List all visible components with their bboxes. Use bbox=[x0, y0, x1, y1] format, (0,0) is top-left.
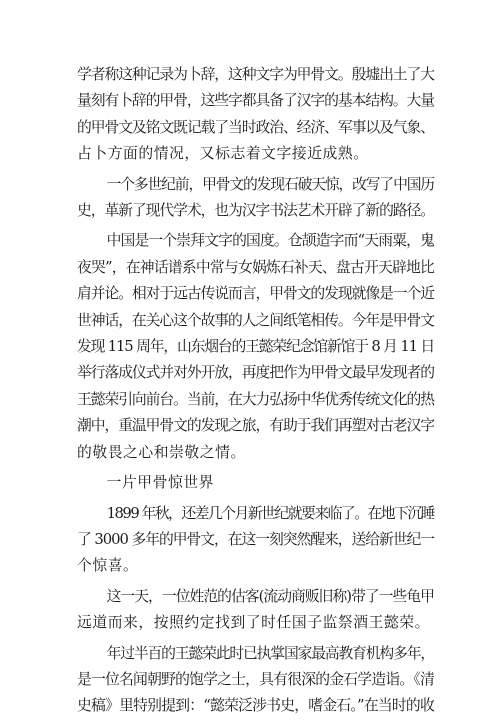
section-heading bbox=[77, 470, 434, 496]
text-line: 的敬畏之心和崇敬之情。 bbox=[77, 443, 246, 461]
text-line: 年过半百的王懿荣此时已执掌国家最高教育机构多年， bbox=[106, 644, 434, 662]
paragraph-wang-yirong-scholar bbox=[77, 641, 434, 720]
text-line: 中国是一个崇拜文字的国度。仓颉造字而“天雨粟，鬼 bbox=[106, 232, 434, 250]
document-body bbox=[77, 62, 434, 720]
text-line: 潮中，重温甲骨文的发现之旅，有助于我们再塑对古老汉字 bbox=[77, 417, 434, 435]
text-line: 的甲骨文及铭文既记载了当时政治、经济、军事以及气象、 bbox=[77, 118, 434, 136]
text-line: 一个多世纪前，甲骨文的发现石破天惊，改写了中国历 bbox=[106, 175, 434, 193]
section-heading-text: 一片甲骨惊世界 bbox=[106, 474, 215, 492]
paragraph-wang-yirong-museum bbox=[77, 228, 434, 466]
text-line: 世神话，在关心这个故事的人之间纸笔相传。今年是甲骨文 bbox=[77, 311, 434, 329]
text-line: 远道而来，按照约定找到了时任国子监祭酒王懿荣。 bbox=[77, 614, 430, 632]
text-line: 了 3000 多年的甲骨文，在这一刻突然醒来，送给新世纪一 bbox=[77, 530, 434, 548]
paragraph-century-discovery bbox=[77, 172, 434, 225]
text-line: 个惊喜。 bbox=[77, 557, 139, 575]
paragraph-1899-autumn bbox=[77, 501, 434, 580]
text-line: 学者称这种记录为卜辞，这种文字为甲骨文。殷墟出土了大 bbox=[77, 66, 434, 83]
text-line: 量刻有卜辞的甲骨，这些字都具备了汉字的基本结构。大量 bbox=[77, 92, 434, 110]
text-line: 举行落成仪式并对外开放，再度把作为甲骨文最早发现者的 bbox=[77, 364, 434, 382]
paragraph-oracle-bone-definition bbox=[77, 62, 434, 168]
text-line: 这一天，一位姓范的估客(流动商贩旧称)带了一些龟甲 bbox=[106, 587, 434, 605]
text-line: 1899 年秋，还差几个月新世纪就要来临了。在地下沉睡 bbox=[106, 504, 434, 522]
paragraph-merchant-fan bbox=[77, 584, 434, 637]
text-line: 王懿荣引向前台。当前，在大力弘扬中华优秀传统文化的热 bbox=[77, 390, 434, 408]
text-line: 史稿》里特别提到：“懿荣泛涉书史，嗜金石。”在当时的收 bbox=[77, 697, 434, 715]
text-line: 发现 115 周年，山东烟台的王懿荣纪念馆新馆于 8 月 11 日 bbox=[77, 338, 434, 356]
text-line: 史，革新了现代学术，也为汉字书法艺术开辟了新的路径。 bbox=[77, 202, 434, 220]
text-line: 肩并论。相对于远古传说而言，甲骨文的发现就像是一个近 bbox=[77, 285, 434, 303]
text-line: 占卜方面的情况，又标志着文字接近成熟。 bbox=[77, 145, 369, 163]
text-line: 是一位名闻朝野的饱学之士，具有很深的金石学造诣。《清 bbox=[77, 670, 434, 688]
text-line: 夜哭”，在神话谱系中常与女娲炼石补天、盘古开天辟地比 bbox=[77, 258, 434, 276]
